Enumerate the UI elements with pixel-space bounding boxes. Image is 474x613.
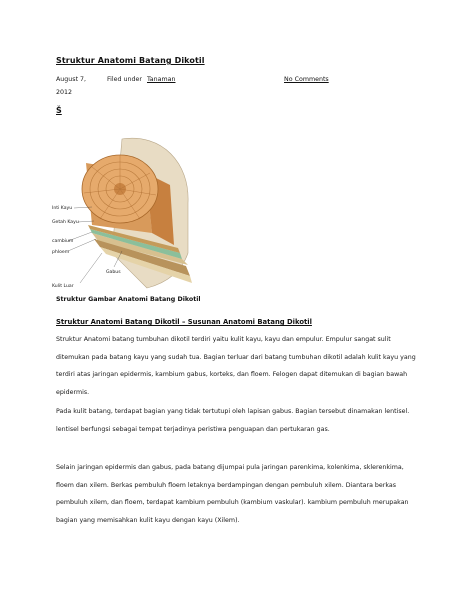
article-heading: Struktur Anatomi Batang Dikotil – Susunan Anatomi Batang Dikotil <box>56 318 312 326</box>
post-date: August 7, <box>56 76 87 83</box>
paragraph-3: Selain jaringan epidermis dan gabus, pada batang dijumpai pula jaringan parenkima, kolenkima, sklerenkima, floem dan xilem. Berkas pembuluh floem letaknya berdampingan dengan pembuluh xilem. Diantara berkas pembuluh xilem, dan floem, terdapat kambium pembuluh (kambium vaskular). kambium pembuluh merupakan bagian yang memisahkan kulit kayu dengan kayu (Xilem). <box>56 464 409 524</box>
paragraph-2: Pada kulit batang, terdapat bagian yang tidak tertutupi oleh lapisan gabus. Bagian tersebut dinamakan lentisel. lentisel berfungsi sebagai tempat terjadinya peristiwa penguapan dan pertukaran gas. <box>56 408 410 433</box>
label-gabus: Gabus <box>106 270 121 275</box>
label-kulit-luar: Kulit Luar <box>52 284 74 289</box>
stem-anatomy-figure <box>52 133 202 293</box>
paragraph-1: Struktur Anatomi batang tumbuhan dikotil terdiri yaitu kulit kayu, kayu dan empulur. Empulur sangat sulit ditemukan pada batang kayu yang sudah tua. Bagian terluar dari batang tumbuhan dikotil adalah kulit kayu yang terdiri atas jaringan epidermis, kambium gabus, korteks, dan floem. Felogen dapat ditemukan di bagian bawah epidermis. <box>56 336 416 396</box>
label-phloem: phloem <box>52 250 70 255</box>
category-link[interactable]: Tanaman <box>147 76 176 83</box>
post-year: 2012 <box>56 89 73 96</box>
label-inti-kayu: Inti Kayu <box>52 206 73 211</box>
comments-link[interactable]: No Comments <box>284 76 329 83</box>
figure-caption: Struktur Gambar Anatomi Batang Dikotil <box>56 296 201 303</box>
label-getah-kayu: Getah Kayu <box>52 220 79 225</box>
post-symbol: Š <box>56 106 62 115</box>
filed-under-text: Filed under <box>107 76 142 83</box>
post-title[interactable]: Struktur Anatomi Batang Dikotil <box>56 56 205 65</box>
label-cambium: cambium <box>52 239 74 244</box>
filed-under-label <box>107 76 176 83</box>
